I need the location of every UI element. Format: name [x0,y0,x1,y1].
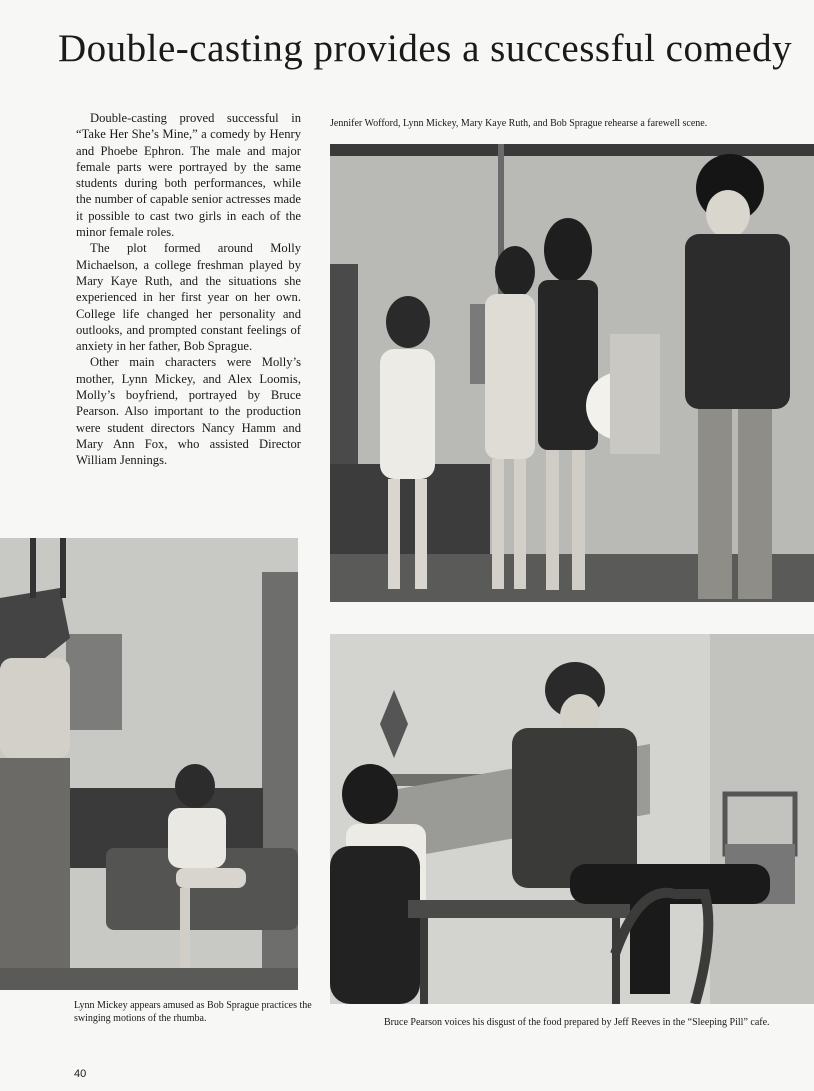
article-body [76,110,301,469]
article-paragraph: Other main characters were Molly’s mother, Lynn Mickey, and Alex Loomis, Molly’s boyfriend, portrayed by Bruce Pearson. Also important to the production were student directors Nancy Hamm and Mary Ann Fox, who assisted Director William Jennings. [76,355,301,468]
photo-caption-top: Jennifer Wofford, Lynn Mickey, Mary Kaye Ruth, and Bob Sprague rehearse a farewell scene. [330,118,708,129]
article-paragraph: Double-casting proved successful in “Take Her She’s Mine,” a comedy by Henry and Phoebe Ephron. The male and major female parts were portrayed by the same students during both performances, while the number of capable senior actresses made it possible to cast two girls in each of the minor female roles. [76,111,301,240]
photo-rehearsal-farewell [330,144,814,602]
photo-caption-left: Lynn Mickey appears amused as Bob Sprague practices the swinging motions of the rhumba. [74,1000,312,1024]
photo-sleeping-pill-cafe [330,634,814,1004]
headline: Double-casting provides a successful comedy [58,28,793,70]
photo-caption-right: Bruce Pearson voices his disgust of the food prepared by Jeff Reeves in the “Sleeping Pill” cafe. [384,1017,770,1028]
page-number: 40 [74,1068,87,1080]
photo-rhumba [0,538,298,990]
article-paragraph: The plot formed around Molly Michaelson, a college freshman played by Mary Kaye Ruth, and the situations she experienced in her first year on her own. College life changed her personality and outlooks, and prompted constant feelings of anxiety in her father, Bob Sprague. [76,241,301,354]
